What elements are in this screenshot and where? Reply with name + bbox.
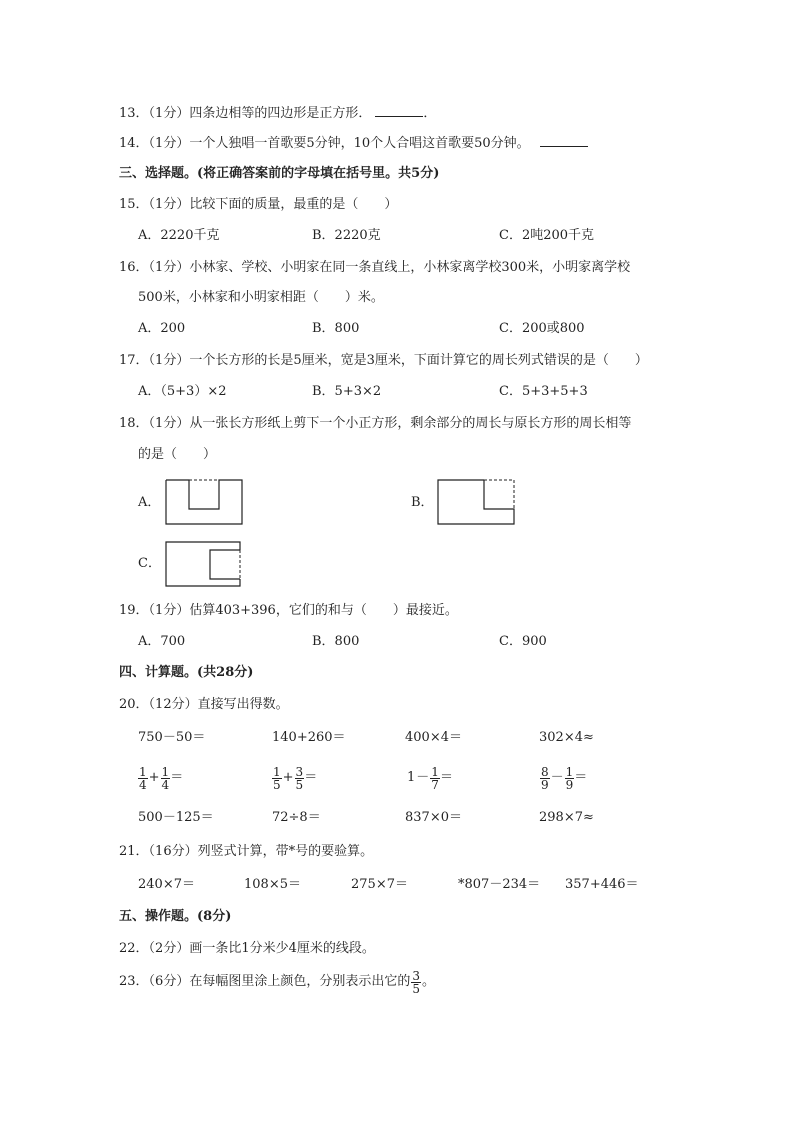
section-5-heading: 五、操作题。(8分) [119,909,232,924]
question-19: 19．（1分）估算403+396，它们的和与（ ）最接近。 [119,603,458,618]
question-23: 23．（6分）在每幅图里涂上颜色，分别表示出它的 $\frac{3}{5}$ 。 [119,968,435,996]
fraction-three-fifths: $\frac{3}{5}$ [412,968,420,996]
question-23-text: 23．（6分）在每幅图里涂上颜色，分别表示出它的 [119,974,411,989]
q16-option-b[interactable]: B．800 [312,321,360,336]
question-14-text: 14．（1分）一个人独唱一首歌要5分钟，10个人合唱这首歌要50分钟。 [119,136,530,151]
q20-expr: 500－125＝ [138,810,214,825]
q19-option-c[interactable]: C．900 [499,634,547,649]
question-14 [119,134,588,153]
question-18-line-1: 18．（1分）从一张长方形纸上剪下一个小正方形，剩余部分的周长与原长方形的周长相等 [119,416,632,431]
q15-option-c[interactable]: C．2吨200千克 [499,228,595,243]
q20-fraction-expr: $\frac{1}{5}$ + $\frac{3}{5}$ ＝ [273,764,318,792]
q20-expr: 837×0＝ [405,810,462,825]
question-18-line-2: 的是（ ） [138,447,217,462]
section-4-heading: 四、计算题。(共28分) [119,665,254,680]
q18-option-b-label[interactable]: B． [411,495,434,510]
question-21: 21．（16分）列竖式计算，带*号的要验算。 [119,844,374,859]
q18-figure-a[interactable] [165,479,245,527]
fraction: $\frac{3}{5}$ [295,764,304,792]
q16-option-c[interactable]: C．200或800 [499,321,585,336]
fraction: $\frac{1}{4}$ [139,764,147,792]
fraction: $\frac{1}{9}$ [565,764,574,792]
q18-figure-c[interactable] [165,541,245,589]
question-20: 20．（12分）直接写出得数。 [119,697,289,712]
q17-option-a[interactable]: A．（5+3）×2 [138,384,227,399]
answer-blank[interactable] [540,134,588,147]
q15-option-a[interactable]: A．2220千克 [138,228,220,243]
q21-expr: 108×5＝ [244,877,301,892]
q19-option-b[interactable]: B．800 [312,634,360,649]
q19-option-a[interactable]: A．700 [138,634,186,649]
q20-fraction-expr: $\frac{8}{9}$ － $\frac{1}{9}$ ＝ [541,764,588,792]
answer-blank[interactable] [375,104,423,117]
question-13-text: 13．（1分）四条边相等的四边形是正方形． [119,106,372,121]
q18-figure-b[interactable] [437,479,517,527]
question-15: 15．（1分）比较下面的质量，最重的是（ ） [119,197,398,212]
q21-expr: 240×7＝ [138,877,195,892]
fraction: $\frac{1}{7}$ [431,764,439,792]
q20-fraction-expr: $\frac{1}{4}$ + $\frac{1}{4}$ ＝ [139,764,184,792]
q20-expr: 750－50＝ [138,730,206,745]
fraction: $\frac{1}{4}$ [161,764,170,792]
q18-option-a-label[interactable]: A． [138,495,161,510]
question-22: 22．（2分）画一条比1分米少4厘米的线段。 [119,941,375,956]
fraction: $\frac{1}{5}$ [273,764,281,792]
q20-expr: 140+260＝ [272,730,346,745]
q21-expr: *807－234＝ [458,877,541,892]
question-16-line-1: 16．（1分）小林家、学校、小明家在同一条直线上，小林家离学校300米，小明家离学校 [119,260,631,275]
q20-expr: 72÷8＝ [272,810,321,825]
q21-expr: 275×7＝ [351,877,408,892]
q17-option-b[interactable]: B．5+3×2 [312,384,382,399]
q20-expr: 302×4≈ [539,730,594,745]
question-13: 13．（1分）四条边相等的四边形是正方形． ． [119,106,437,121]
q15-option-b[interactable]: B．2220克 [312,228,381,243]
question-17: 17．（1分）一个长方形的长是5厘米，宽是3厘米，下面计算它的周长列式错误的是（ ） [119,353,648,368]
fraction: $\frac{8}{9}$ [541,764,549,792]
question-16-line-2: 500米，小林家和小明家相距（ ）米。 [138,290,384,305]
section-3-heading: 三、选择题。(将正确答案前的字母填在括号里。共5分) [119,166,440,181]
q20-fraction-expr: 1 － $\frac{1}{7}$ ＝ [407,764,453,792]
q20-expr: 298×7≈ [539,810,594,825]
q21-expr: 357+446＝ [565,877,639,892]
q20-expr: 400×4＝ [405,730,462,745]
q18-option-c-label[interactable]: C． [138,556,161,571]
q16-option-a[interactable]: A．200 [138,321,186,336]
q17-option-c[interactable]: C．5+3+5+3 [499,384,588,399]
